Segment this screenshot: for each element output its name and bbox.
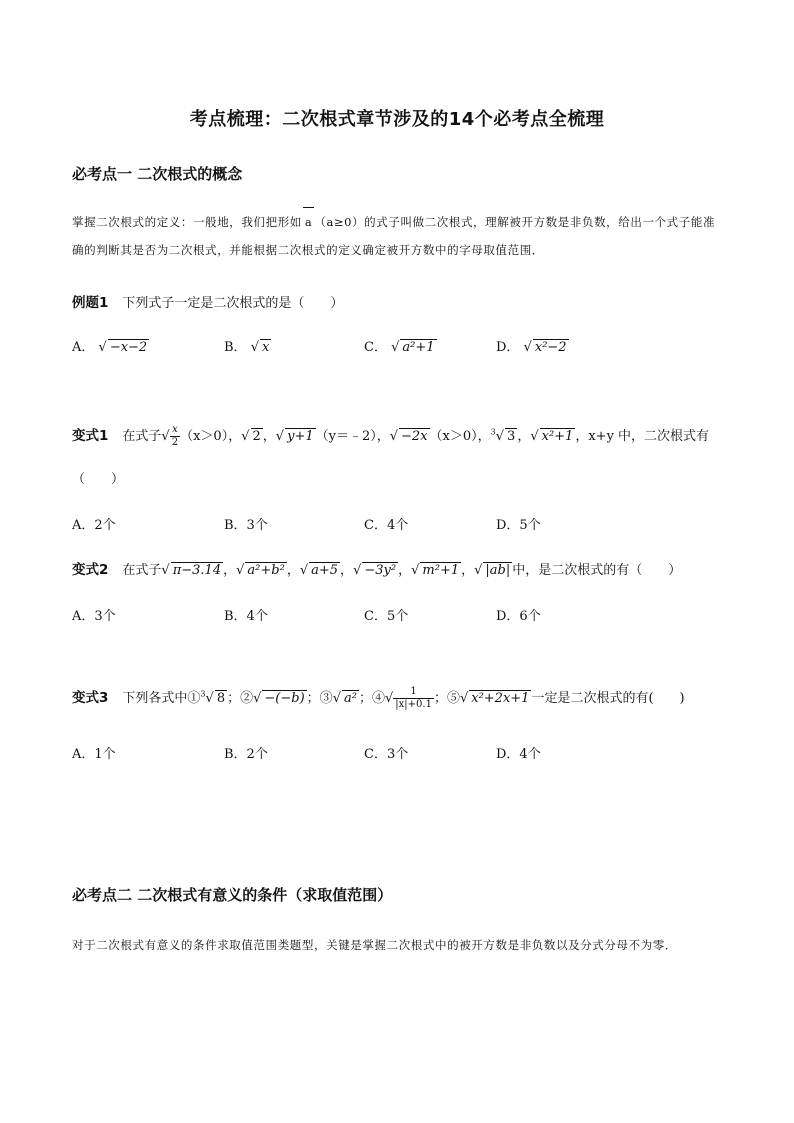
example-1-stem bbox=[72, 291, 732, 311]
option-a: A．1个 bbox=[72, 747, 116, 762]
option-a: A．2个 bbox=[72, 518, 116, 533]
example-1-label: 例题1 bbox=[72, 295, 109, 311]
option-c: C． √ a²+1 bbox=[364, 340, 435, 355]
variant-3-stem: 变式3 下列各式中①$^3$√ 8 ；②√ −(−b) ；③√ a² ；④√ $\frac{1}{|x|+0.1}$ ；⑤√ x²+2x+1 一定是二次根式的有( ) bbox=[72, 686, 685, 710]
desc-text-b: （a≥0）的式子叫做二次根式，理解被开方数是非负数，给出一个式子能准确的判断其是否为二次根式，并能根据二次根式的定义确定被开方数中的字母取值范围． bbox=[72, 215, 716, 257]
option-c: C．4个 bbox=[364, 518, 409, 533]
variant-1-label: 变式1 bbox=[72, 428, 109, 444]
example-1-text: 下列式子一定是二次根式的是（ ） bbox=[122, 296, 344, 311]
option-a: A．3个 bbox=[72, 609, 116, 624]
desc-radical: a bbox=[303, 207, 314, 236]
option-b: B．3个 bbox=[224, 518, 268, 533]
desc-text-a: 掌握二次根式的定义：一般地，我们把形如 bbox=[72, 215, 302, 229]
variant-3-label: 变式3 bbox=[72, 690, 109, 706]
fraction: $\frac{1}{|x|+0.1}$ bbox=[395, 686, 432, 710]
fraction: $\frac{x}{2}$ bbox=[171, 424, 179, 448]
option-c: C．5个 bbox=[364, 609, 409, 624]
option-d: D．6个 bbox=[496, 609, 541, 624]
option-b: B．4个 bbox=[224, 609, 268, 624]
option-d: D．4个 bbox=[496, 747, 541, 762]
section-heading-2: 必考点二 二次根式有意义的条件（求取值范围） bbox=[72, 886, 393, 904]
option-d: D． √ x²−2 bbox=[496, 340, 567, 355]
option-c: C．3个 bbox=[364, 747, 409, 762]
variant-1-stem: 变式1 在式子√ $\frac{x}{2}$ （x＞0），√ 2 ，√ y+1 （y＝﹣2），√ −2x （x＞0），$^3$√ 3 ，√ x²+1 ，x+y 中，二次根式有 bbox=[72, 424, 710, 448]
option-b: B． √ x bbox=[224, 340, 270, 355]
variant-2-label: 变式2 bbox=[72, 562, 109, 578]
section-2-description: 对于二次根式有意义的条件求取值范围类题型，关键是掌握二次根式中的被开方数是非负数以及分式分母不为零． bbox=[72, 938, 677, 952]
variant-1-stem-line2: （ ） bbox=[72, 472, 125, 487]
section-1-description bbox=[72, 207, 724, 264]
section-heading-1: 必考点一 二次根式的概念 bbox=[72, 165, 243, 183]
option-d: D．5个 bbox=[496, 518, 541, 533]
page-title: 考点梳理：二次根式章节涉及的14个必考点全梳理 bbox=[189, 109, 605, 130]
variant-2-stem: 变式2 在式子√ π−3.14 ，√ a²+b² ，√ a+5 ，√ −3y² ，√ m²+1 ，√ |ab| 中，是二次根式的有（ ） bbox=[72, 562, 682, 578]
option-b: B．2个 bbox=[224, 747, 268, 762]
option-a: A． √ −x−2 bbox=[72, 340, 148, 355]
